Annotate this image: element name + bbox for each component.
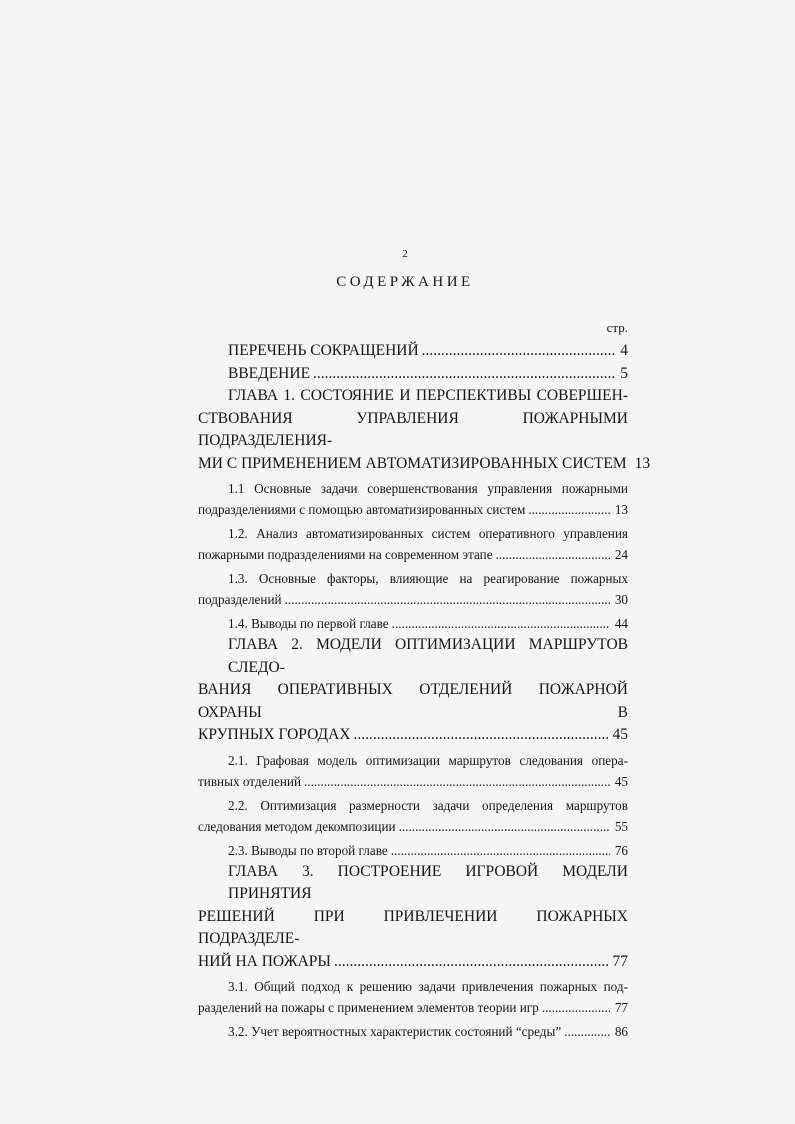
toc-page: 13 (614, 502, 628, 517)
toc-page: 4 (620, 342, 628, 359)
table-of-contents (198, 340, 651, 1042)
toc-page: 77 (614, 1000, 628, 1015)
toc-entry-chapter-2: ГЛАВА 2. МОДЕЛИ ОПТИМИЗАЦИИ МАРШРУТОВ СЛЕДО- ВАНИЯ ОПЕРАТИВНЫХ ОТДЕЛЕНИЙ ПОЖАРНОЙ ОХРАНЫ В КРУПНЫХ ГОРОДАХ ..... 45 (198, 634, 628, 747)
toc-entry-chapter-3: ГЛАВА 3. ПОСТРОЕНИЕ ИГРОВОЙ МОДЕЛИ ПРИНЯТИЯ РЕШЕНИЙ ПРИ ПРИВЛЕЧЕНИИ ПОЖАРНЫХ ПОДРАЗДЕЛЕ- НИЙ НА ПОЖАРЫ ..... 77 (198, 861, 628, 974)
toc-page: 5 (620, 364, 628, 382)
toc-page: 55 (614, 818, 628, 834)
toc-page: 45 (612, 726, 628, 743)
toc-page: 44 (614, 616, 628, 631)
toc-entry-introduction: ВВЕДЕНИЕ ..... 5 (198, 363, 628, 386)
toc-entry-1-1: 1.1 Основные задачи совершенствования управления пожарными подразделениями с помощью автоматизированных систем ..... 13 (198, 478, 628, 520)
toc-page: 24 (614, 547, 628, 562)
page-title: СОДЕРЖАНИЕ (336, 274, 474, 290)
toc-entry-1-4: 1.4. Выводы по первой главе ..... 44 (198, 613, 628, 634)
toc-entry-2-3: 2.3. Выводы по второй главе ..... 76 (198, 840, 628, 861)
toc-entry-1-2: 1.2. Анализ автоматизированных систем оперативного управления пожарными подразделениями на современном этапе ..... 24 (198, 523, 628, 565)
toc-entry-abbreviations: ПЕРЕЧЕНЬ СОКРАЩЕНИЙ ..... 4 (198, 340, 628, 363)
page-number: 2 (402, 248, 408, 260)
toc-entry-3-2: 3.2. Учет вероятностных характеристик состояний “среды” ..... 86 (198, 1021, 628, 1042)
toc-entry-1-3: 1.3. Основные факторы, влияющие на реагирование пожарных подразделений ..... 30 (198, 568, 628, 610)
toc-entry-chapter-1: ГЛАВА 1. СОСТОЯНИЕ И ПЕРСПЕКТИВЫ СОВЕРШЕН- СТВОВАНИЯ УПРАВЛЕНИЯ ПОЖАРНЫМИ ПОДРАЗДЕЛЕНИЯ- МИ С ПРИМЕНЕНИЕМ АВТОМАТИЗИРОВАННЫХ СИСТЕМ 13 (198, 385, 628, 475)
toc-entry-2-1: 2.1. Графовая модель оптимизации маршрутов следования опера- тивных отделений ..... 45 (198, 750, 628, 792)
document-page (170, 0, 651, 1124)
toc-page: 77 (612, 952, 628, 970)
toc-page: 30 (614, 592, 628, 607)
toc-page: 13 (634, 454, 651, 472)
toc-entry-2-2: 2.2. Оптимизация размерности задачи определения маршрутов следования методом декомпозиции ..... 55 (198, 795, 628, 837)
page-column-label: стр. (606, 320, 628, 335)
toc-entry-3-1: 3.1. Общий подход к решению задачи привлечения пожарных под- разделений на пожары с применением элементов теории игр ..... 77 (198, 976, 628, 1018)
toc-page: 45 (614, 773, 628, 789)
toc-page: 86 (614, 1024, 628, 1039)
toc-page: 76 (614, 842, 628, 858)
